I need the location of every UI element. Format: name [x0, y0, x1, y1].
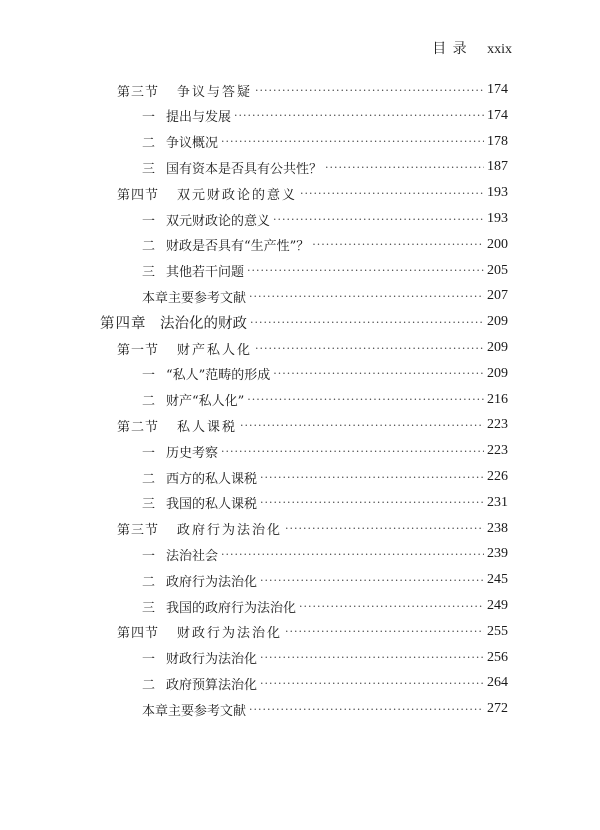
toc-entry-title: 财产私人化	[177, 342, 253, 358]
toc-entry-page-number: 174	[487, 82, 508, 97]
toc-entry-title: 我国的政府行为法治化	[166, 600, 297, 616]
toc-entry-title: 私人课税	[177, 419, 238, 435]
toc-entry-sub	[142, 596, 508, 616]
toc-entry-number: 三	[142, 265, 156, 281]
toc-entry-number: 一	[142, 368, 156, 384]
toc-entry-section	[117, 519, 508, 539]
dot-leader	[300, 187, 484, 200]
toc-entry-title: 财政行为法治化	[166, 652, 258, 668]
toc-entry-page-number: 187	[487, 159, 508, 175]
dot-leader	[325, 161, 484, 174]
toc-entry-sub	[142, 157, 508, 177]
dot-leader	[260, 677, 484, 690]
toc-entry-page-number: 178	[487, 133, 508, 149]
toc-entry-page-number: 174	[487, 107, 508, 123]
toc-entry-number: 第一节	[117, 342, 160, 358]
toc-entry-number: 一	[142, 213, 156, 229]
toc-entry-page-number: 255	[487, 623, 508, 639]
toc-entry-sub	[142, 390, 508, 410]
dot-leader	[260, 574, 484, 587]
dot-leader	[221, 548, 484, 561]
toc-entry-sub	[142, 441, 508, 461]
toc-entry-sub	[142, 467, 508, 487]
toc-entry-title: 双元财政论的意义	[177, 187, 298, 203]
toc-entry-title: 本章主要参考文献	[142, 290, 247, 306]
dot-leader	[273, 213, 484, 226]
dot-leader	[249, 290, 484, 303]
toc-entry-section	[117, 183, 508, 203]
dot-leader	[250, 316, 484, 329]
toc-entry-title: 政府预算法治化	[166, 677, 258, 693]
header-title: 目 录	[432, 41, 468, 57]
toc-entry-sub	[142, 493, 508, 513]
toc-entry-title: 财政行为法治化	[177, 626, 283, 642]
toc-entry-page-number: 249	[487, 598, 508, 613]
toc-entry-chapter	[100, 312, 508, 332]
toc-entry-title: 法治化的财政	[160, 315, 247, 332]
toc-entry-page-number: 209	[487, 340, 508, 355]
toc-entry-title: 财政是否具有“生产性”？	[166, 239, 310, 255]
toc-entry-title: 国有资本是否具有公共性？	[166, 161, 323, 177]
dot-leader	[247, 393, 484, 406]
toc-entry-title: 双元财政论的意义	[166, 213, 271, 229]
dot-leader	[255, 342, 484, 355]
toc-entry-title: 争议概况	[166, 136, 219, 152]
toc-entry-title: 提出与发展	[166, 110, 232, 126]
dot-leader	[299, 600, 484, 613]
toc-entry-title: 法治社会	[166, 548, 219, 564]
dot-leader	[312, 238, 484, 251]
toc-entry-sub	[142, 261, 508, 281]
toc-entry-title: 历史考察	[166, 445, 219, 461]
toc-entry-page-number: 193	[487, 211, 508, 226]
toc-entry-section	[117, 338, 508, 358]
dot-leader	[260, 471, 484, 484]
toc-entry-ref	[142, 699, 508, 719]
toc-entry-section	[117, 622, 508, 642]
toc-entry-page-number: 264	[487, 675, 508, 691]
toc-entry-page-number: 216	[487, 391, 508, 407]
toc-entry-number: 二	[142, 574, 156, 590]
dot-leader	[240, 419, 484, 432]
dot-leader	[249, 703, 484, 716]
toc-entry-section	[117, 80, 508, 100]
toc-entry-number: 二	[142, 677, 156, 693]
toc-entry-number: 第三节	[117, 523, 160, 539]
toc-entry-page-number: 231	[487, 494, 508, 510]
dot-leader	[260, 496, 484, 509]
toc-entry-page-number: 193	[487, 185, 508, 201]
dot-leader	[247, 264, 484, 277]
dot-leader	[234, 109, 484, 122]
toc-entry-number: 第三节	[117, 84, 160, 100]
toc-entry-sub	[142, 132, 508, 152]
toc-entry-title: 争议与答疑	[177, 84, 253, 100]
toc-entry-number: 第四章	[100, 315, 147, 332]
toc-entry-page-number: 256	[487, 649, 508, 665]
toc-entry-number: 三	[142, 497, 156, 513]
toc-entry-ref	[142, 286, 508, 306]
toc-entry-title: 政府行为法治化	[177, 523, 283, 539]
toc-entry-page-number: 239	[487, 546, 508, 562]
toc-entry-number: 二	[142, 239, 156, 255]
toc-entry-number: 一	[142, 110, 156, 126]
toc-entry-number: 三	[142, 600, 156, 616]
toc-entry-title: 其他若干问题	[166, 265, 245, 281]
toc-entry-page-number: 226	[487, 469, 508, 484]
dot-leader	[285, 522, 484, 535]
dot-leader	[260, 651, 484, 664]
toc-entry-sub	[142, 570, 508, 590]
dot-leader	[221, 445, 484, 458]
toc-entry-sub	[142, 106, 508, 126]
toc-entry-page-number: 223	[487, 443, 508, 459]
toc-entry-title: 西方的私人课税	[166, 471, 258, 487]
header-page-number: xxix	[487, 42, 512, 57]
toc-entry-page-number: 205	[487, 262, 508, 278]
toc-entry-sub	[142, 209, 508, 229]
toc-entry-page-number: 209	[487, 365, 508, 381]
toc-entry-sub	[142, 364, 508, 384]
toc-entry-section	[117, 415, 508, 435]
toc-entry-sub	[142, 235, 508, 255]
toc-entry-number: 一	[142, 445, 156, 461]
toc-entry-title: 我国的私人课税	[166, 497, 258, 513]
toc-entry-page-number: 207	[487, 288, 508, 304]
toc-entry-number: 第二节	[117, 419, 160, 435]
toc-entry-page-number: 209	[487, 314, 508, 330]
dot-leader	[255, 84, 484, 97]
toc-entry-number: 第四节	[117, 187, 160, 203]
toc-entry-page-number: 223	[487, 417, 508, 433]
toc-entry-number: 一	[142, 548, 156, 564]
running-header	[432, 38, 512, 58]
toc-entry-page-number: 238	[487, 520, 508, 536]
toc-entry-title: 本章主要参考文献	[142, 703, 247, 719]
toc-entry-number: 三	[142, 161, 156, 177]
toc-entry-title: 政府行为法治化	[166, 574, 258, 590]
toc-entry-sub	[142, 544, 508, 564]
toc-entry-page-number: 200	[487, 236, 508, 252]
toc-entry-title: “私人”范畴的形成	[166, 368, 271, 384]
toc-entry-page-number: 272	[487, 701, 508, 717]
toc-entry-number: 二	[142, 136, 156, 152]
toc-entry-number: 二	[142, 471, 156, 487]
toc-entry-sub	[142, 648, 508, 668]
dot-leader	[273, 367, 484, 380]
toc-entry-number: 二	[142, 394, 156, 410]
toc-entry-sub	[142, 673, 508, 693]
dot-leader	[285, 625, 484, 638]
toc-entry-title: 财产“私人化”	[166, 394, 245, 410]
dot-leader	[221, 135, 484, 148]
toc-entry-number: 第四节	[117, 626, 160, 642]
toc-entry-page-number: 245	[487, 572, 508, 588]
toc-entry-number: 一	[142, 652, 156, 668]
